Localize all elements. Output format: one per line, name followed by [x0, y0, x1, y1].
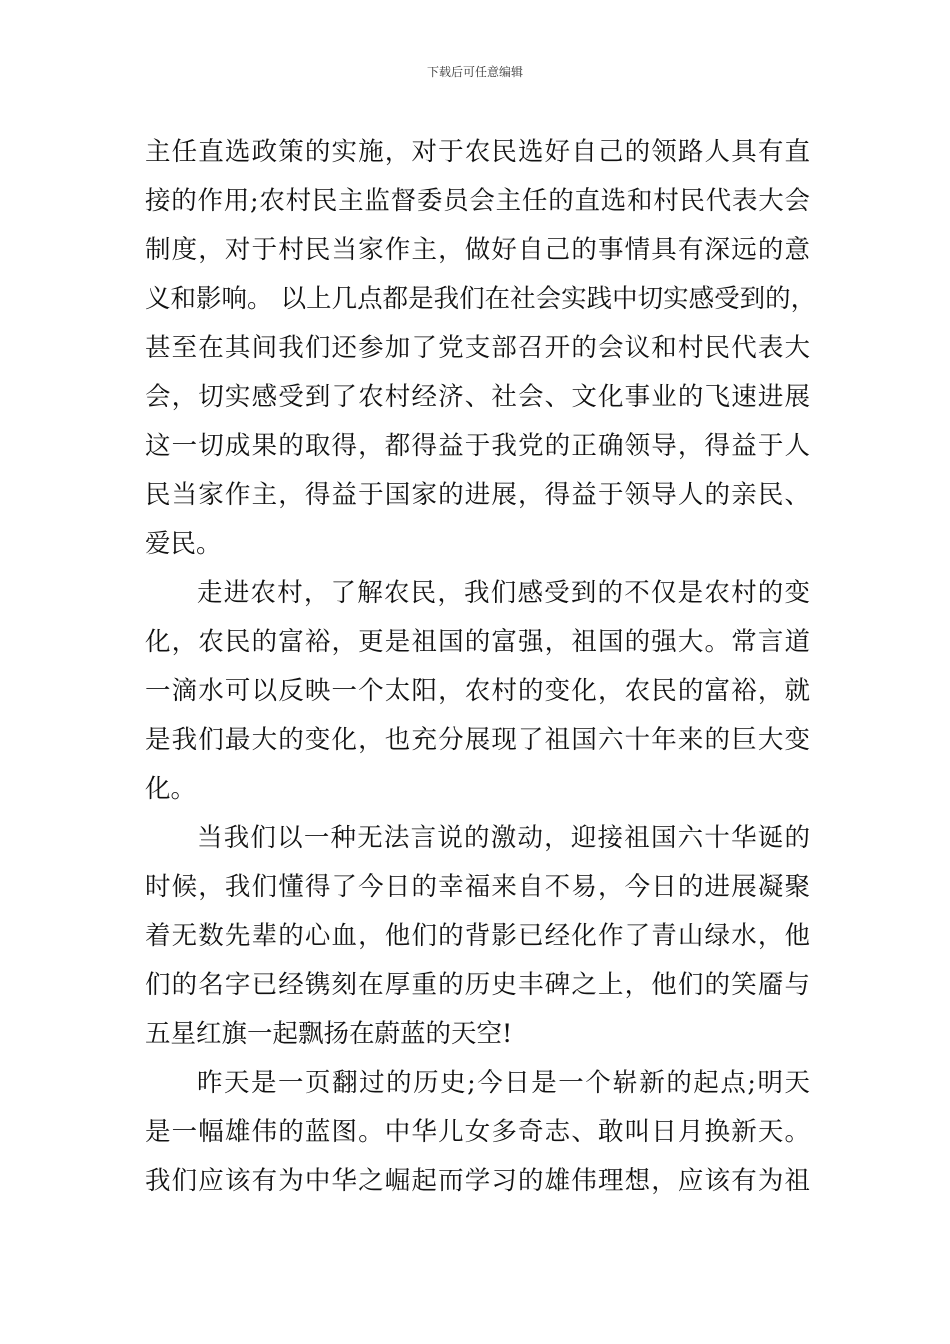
- text-line: 昨天是一页翻过的历史;今日是一个崭新的起点;明天: [197, 1068, 810, 1098]
- page-header: 下载后可任意编辑: [426, 65, 523, 79]
- text-line: 走进农村，了解农民，我们感受到的不仅是农村的变: [197, 578, 810, 608]
- text-line: 化。: [145, 774, 197, 804]
- paragraph-2: [145, 569, 810, 814]
- text-line: 甚至在其间我们还参加了党支部召开的会议和村民代表大: [145, 333, 810, 363]
- text-line: 接的作用;农村民主监督委员会主任的直选和村民代表大会: [145, 186, 810, 216]
- text-line: 时候，我们懂得了今日的幸福来自不易，今日的进展凝聚: [145, 872, 810, 902]
- paragraph-4: [145, 1059, 810, 1206]
- text-line: 这一切成果的取得，都得益于我党的正确领导，得益于人: [145, 431, 810, 461]
- document-body: [145, 128, 817, 1206]
- text-line: 五星红旗一起飘扬在蔚蓝的天空!: [145, 1019, 513, 1049]
- text-line: 制度，对于村民当家作主，做好自己的事情具有深远的意: [145, 235, 810, 265]
- text-line: 当我们以一种无法言说的激动，迎接祖国六十华诞的: [197, 823, 810, 853]
- text-line: 爱民。: [145, 529, 222, 559]
- text-line: 们的名字已经镌刻在厚重的历史丰碑之上，他们的笑靥与: [145, 970, 810, 1000]
- text-line: 化，农民的富裕，更是祖国的富强，祖国的强大。常言道: [145, 627, 810, 657]
- text-line: 义和影响。 以上几点都是我们在社会实践中切实感受到的，: [145, 284, 817, 314]
- paragraph-3: [145, 814, 810, 1059]
- text-line: 是一幅雄伟的蓝图。中华儿女多奇志、敢叫日月换新天。: [145, 1117, 810, 1147]
- text-line: 民当家作主，得益于国家的进展，得益于领导人的亲民、: [145, 480, 810, 510]
- text-line: 我们应该有为中华之崛起而学习的雄伟理想，应该有为祖: [145, 1166, 810, 1196]
- text-line: 是我们最大的变化，也充分展现了祖国六十年来的巨大变: [145, 725, 810, 755]
- paragraph-1: [145, 128, 817, 569]
- text-line: 着无数先辈的心血，他们的背影已经化作了青山绿水，他: [145, 921, 810, 951]
- text-line: 主任直选政策的实施，对于农民选好自己的领路人具有直: [145, 137, 810, 167]
- text-line: 一滴水可以反映一个太阳，农村的变化，农民的富裕，就: [145, 676, 810, 706]
- text-line: 会，切实感受到了农村经济、社会、文化事业的飞速进展: [145, 382, 810, 412]
